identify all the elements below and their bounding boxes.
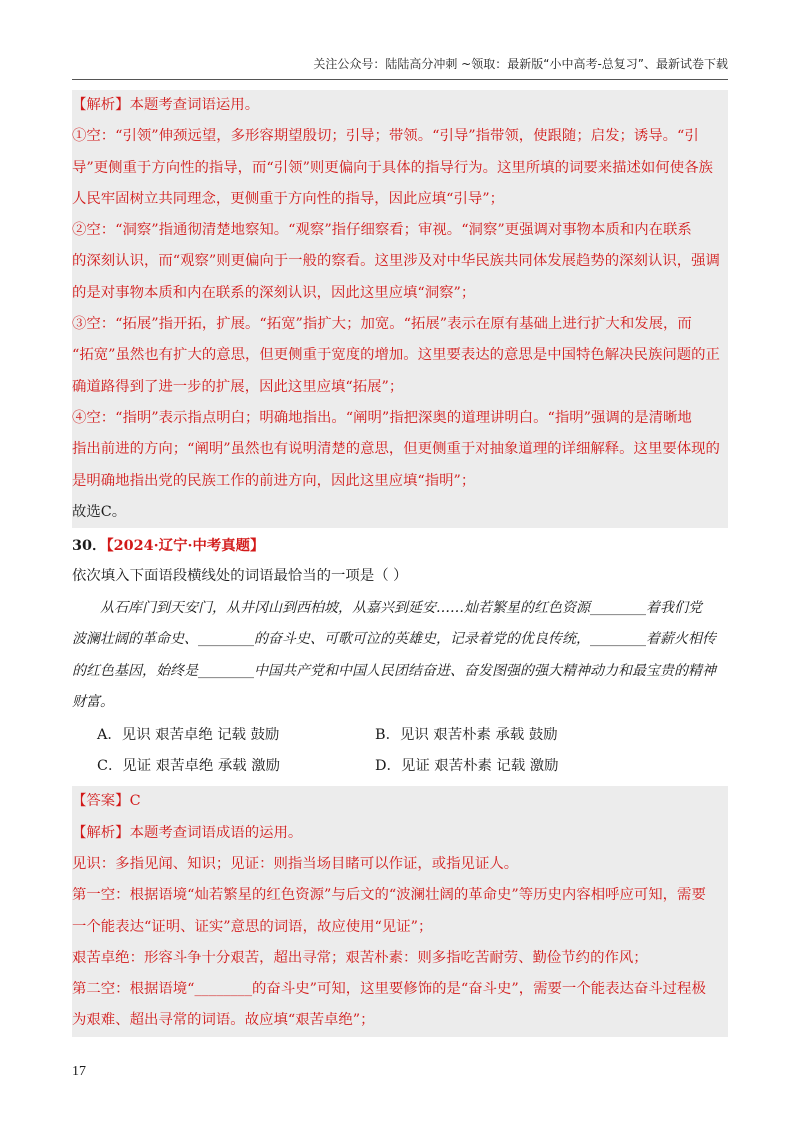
analysis-line: 是明确地指出党的民族工作的前进方向，因此这里应填“指明”； (72, 472, 476, 489)
question-heading (72, 530, 728, 561)
option-a: A．见识 艰苦卓绝 记载 鼓励 (97, 727, 280, 744)
analysis-line: 【解析】本题考查词语运用。 (72, 97, 260, 113)
option-c: C．见证 艰苦卓绝 承载 激励 (97, 758, 281, 775)
analysis-line: 的是对事物本质和内在联系的深刻认识，因此这里应填“洞察”； (72, 284, 476, 301)
passage-line: 从石库门到天安门，从井冈山到西柏坡，从嘉兴到延安……灿若繁星的红色资源________着我们党 (100, 600, 702, 617)
question-source: 【2024·辽宁·中考真题】 (106, 537, 265, 555)
analysis-line: 人民牢固树立共同理念，更侧重于方向性的指导，因此应填“引导”； (72, 190, 505, 207)
question-passage (72, 593, 728, 718)
header-divider (72, 79, 728, 80)
analysis-line: 第二空：根据语境“________的奋斗史”可知，这里要修饰的是“奋斗史”，需要一个能表达奋斗过程极 (72, 981, 706, 998)
analysis-line: 为艰难、超出寻常的词语。故应填“艰苦卓绝”； (72, 1012, 375, 1029)
analysis-line: 见识：多指见闻、知识；见证：则指当场目睹可以作证，或指见证人。 (72, 855, 519, 872)
question-number: 30． (72, 537, 107, 555)
option-d: D．见证 艰苦朴素 记载 激励 (375, 758, 559, 775)
analysis-line: “拓宽”虽然也有扩大的意思，但更侧重于宽度的增加。这里要表达的意思是中国特色解决民族问题的正 (72, 347, 720, 364)
answer-line: 【答案】C (72, 793, 141, 810)
analysis-line: 指出前进的方向；“阐明”虽然也有说明清楚的意思，但更侧重于对抽象道理的详细解释。这里要体现的 (72, 441, 720, 458)
question-prompt: 依次填入下面语段横线处的词语最恰当的一项是（ ） (72, 568, 408, 585)
analysis-line: 导”更侧重于方向性的指导，而“引领”则更偏向于具体的指导行为。这里所填的词要来描述如何使各族 (72, 159, 713, 176)
option-b: B．见识 艰苦朴素 承载 鼓励 (375, 727, 558, 744)
page-header: 关注公众号：陆陆高分冲刺 ~领取：最新版“小中高考-总复习”、最新试卷下载 (313, 57, 728, 71)
answer-block (72, 786, 728, 1036)
analysis-line: 第一空：根据语境“灿若繁星的红色资源”与后文的“波澜壮阔的革命史”等历史内容相呼应可知，需要 (72, 887, 706, 904)
passage-line: 的红色基因，始终是________中国共产党和中国人民团结奋进、奋发图强的强大精神动力和最宝贵的精神 (72, 662, 716, 679)
analysis-line: ②空：“洞察”指通彻清楚地察知。“观察”指仔细察看；审视。“洞察”更强调对事物本质和内在联系 (72, 222, 692, 239)
analysis-line: 【解析】本题考查词语成语的运用。 (72, 824, 303, 841)
page-content (72, 90, 728, 1037)
page-number: 17 (72, 1064, 86, 1079)
analysis-line: 确道路得到了进一步的扩展，因此这里应填“拓展”； (72, 378, 404, 395)
analysis-line: 一个能表达“证明、证实”意思的词语，故应使用“见证”； (72, 918, 433, 935)
analysis-line: ①空：“引领”伸颈远望，多形容期望殷切；引导；带领。“引导”指带领，使跟随；启发；诱导。“引 (72, 128, 699, 145)
analysis-line: ③空：“拓展”指开拓，扩展。“拓宽”指扩大；加宽。“拓展”表示在原有基础上进行扩大和发展，而 (72, 316, 692, 333)
prev-analysis-block (72, 90, 728, 528)
analysis-line: 的深刻认识，而“观察”则更偏向于一般的察看。这里涉及对中华民族共同体发展趋势的深刻认识，强调 (72, 253, 720, 270)
passage-line: 波澜壮阔的革命史、________的奋斗史、可歌可泣的英雄史，记录着党的优良传统，________着薪火相传 (72, 631, 716, 648)
passage-line: 财富。 (72, 694, 114, 711)
analysis-line: 艰苦卓绝：形容斗争十分艰苦，超出寻常；艰苦朴素：则多指吃苦耐劳、勤俭节约的作风； (72, 949, 648, 966)
options (72, 720, 728, 782)
prev-conclusion: 故选C。 (72, 503, 127, 520)
analysis-line: ④空：“指明”表示指点明白；明确地指出。“阐明”指把深奥的道理讲明白。“指明”强调的是清晰地 (72, 409, 692, 426)
